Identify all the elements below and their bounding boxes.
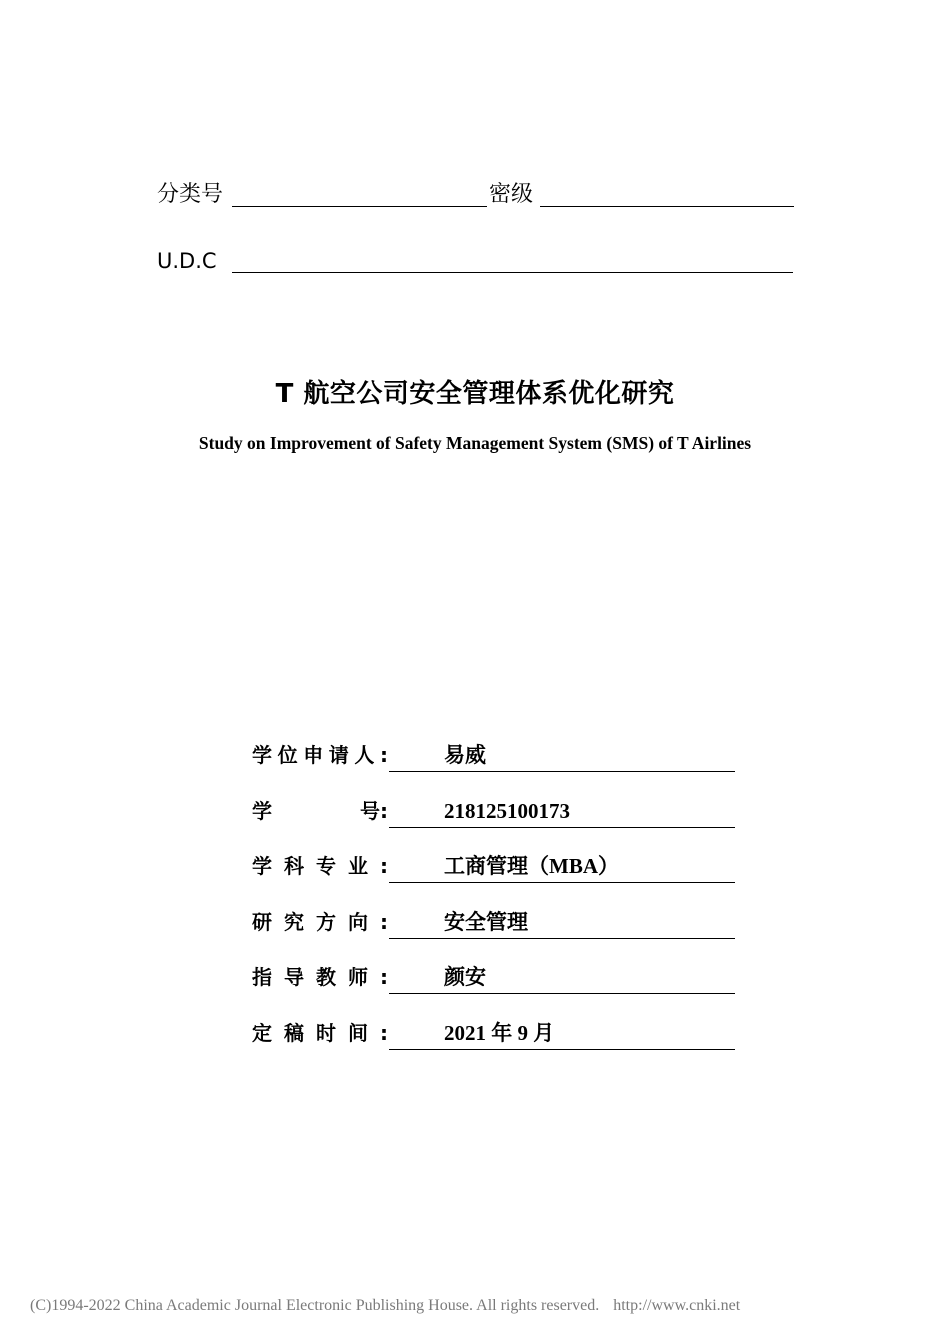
research-direction-label: 研 究 方 向 : xyxy=(252,910,388,934)
advisor-field-line xyxy=(389,993,735,994)
classification-label: 分类号 xyxy=(157,182,224,207)
research-direction-field-line xyxy=(389,938,735,939)
applicant-label: 学 位 申 请 人 : xyxy=(252,743,388,767)
student-id-value: 218125100173 xyxy=(444,799,570,823)
copyright-footer xyxy=(30,1296,740,1316)
applicant-field-line xyxy=(389,771,735,772)
major-value: 工商管理（MBA） xyxy=(444,854,619,878)
classification-field-line[interactable] xyxy=(232,206,487,207)
secrecy-label: 密级 xyxy=(489,182,534,207)
copyright-text: (C)1994-2022 China Academic Journal Electronic Publishing House. All rights reserved. xyxy=(30,1297,600,1314)
major-label: 学 科 专 业 : xyxy=(252,854,388,878)
advisor-label: 指 导 教 师 : xyxy=(252,965,388,989)
udc-field-line[interactable] xyxy=(232,272,793,273)
secrecy-field-line[interactable] xyxy=(540,206,794,207)
finalized-date-value: 2021 年 9 月 xyxy=(444,1021,555,1045)
student-id-row xyxy=(252,796,735,836)
research-direction-row xyxy=(252,907,735,947)
advisor-row xyxy=(252,962,735,1002)
cnki-url-link[interactable]: http://www.cnki.net xyxy=(613,1297,741,1314)
student-id-label: 学 号 : xyxy=(252,799,388,823)
research-direction-value: 安全管理 xyxy=(444,910,528,934)
finalized-date-field-line xyxy=(389,1049,735,1050)
major-field-line xyxy=(389,882,735,883)
udc-label: U.D.C xyxy=(157,249,217,273)
major-row xyxy=(252,851,735,891)
student-id-field-line xyxy=(389,827,735,828)
applicant-value: 易威 xyxy=(444,743,486,767)
finalized-date-label: 定 稿 时 间 : xyxy=(252,1021,388,1045)
finalized-date-row xyxy=(252,1018,735,1058)
thesis-title-chinese: T 航空公司安全管理体系优化研究 xyxy=(275,379,675,409)
applicant-row xyxy=(252,740,735,780)
thesis-title-english: Study on Improvement of Safety Management System (SMS) of T Airlines xyxy=(198,433,752,453)
advisor-value: 颜安 xyxy=(444,965,486,989)
